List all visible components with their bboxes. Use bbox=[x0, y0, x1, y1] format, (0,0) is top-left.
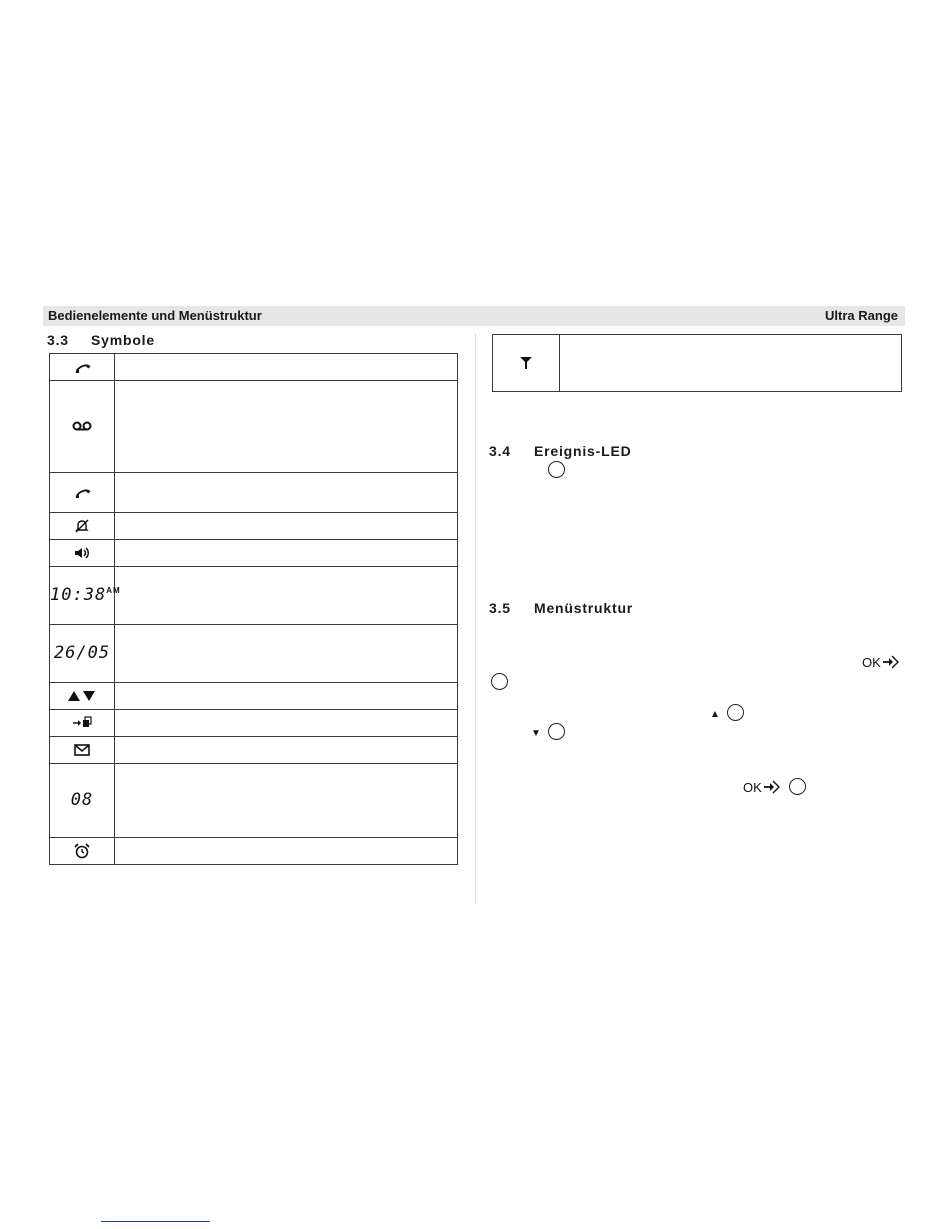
table-row bbox=[50, 838, 458, 865]
table-row bbox=[493, 335, 902, 392]
footer-link-underline[interactable] bbox=[101, 1221, 210, 1222]
section-menu-number: 3.5 bbox=[489, 600, 511, 616]
table-row bbox=[50, 625, 458, 683]
symbol-description bbox=[115, 737, 458, 764]
section-symbols-title: Symbole bbox=[91, 332, 155, 348]
symbols-table-continued bbox=[492, 334, 902, 392]
ringer-off-icon bbox=[74, 519, 90, 533]
ok-key-label: OK bbox=[743, 779, 762, 795]
event-led-key-icon bbox=[548, 461, 565, 478]
symbol-description bbox=[115, 683, 458, 710]
handset-icon bbox=[73, 486, 91, 498]
ok-key-circle-icon bbox=[491, 673, 508, 690]
page-header bbox=[43, 306, 905, 326]
ok-menu-key-icon bbox=[862, 654, 900, 670]
voicemail-icon bbox=[72, 421, 92, 431]
section-symbols-number: 3.3 bbox=[47, 332, 69, 348]
section-menu-title: Menüstruktur bbox=[534, 600, 634, 616]
table-row bbox=[50, 513, 458, 540]
ok-key-label: OK bbox=[862, 654, 881, 670]
down-key-circle-icon bbox=[548, 723, 565, 740]
table-row bbox=[50, 473, 458, 513]
symbol-description bbox=[115, 540, 458, 567]
am-indicator: AM bbox=[106, 585, 121, 595]
symbol-description bbox=[115, 625, 458, 683]
section-event-led-number: 3.4 bbox=[489, 443, 511, 459]
table-row bbox=[50, 737, 458, 764]
symbol-description bbox=[115, 381, 458, 473]
symbol-description bbox=[115, 710, 458, 737]
header-chapter-title: Bedienelemente und Menüstruktur bbox=[48, 308, 262, 323]
symbol-description bbox=[115, 838, 458, 865]
down-arrow-icon: ▼ bbox=[531, 728, 541, 739]
table-row bbox=[50, 567, 458, 625]
header-product-name: Ultra Range bbox=[825, 308, 898, 323]
antenna-icon bbox=[519, 356, 533, 370]
table-row bbox=[50, 540, 458, 567]
ok-confirm-circle-icon bbox=[789, 778, 806, 795]
up-arrow-icon: ▲ bbox=[710, 709, 720, 720]
table-row bbox=[50, 381, 458, 473]
date-display: 26/05 bbox=[53, 642, 111, 663]
alarm-clock-icon bbox=[74, 843, 90, 859]
symbol-description bbox=[115, 567, 458, 625]
ok-confirm-key-icon bbox=[743, 779, 781, 795]
table-row bbox=[50, 354, 458, 381]
symbol-description bbox=[115, 473, 458, 513]
section-event-led-title: Ereignis-LED bbox=[534, 443, 632, 459]
symbol-description bbox=[560, 335, 902, 392]
enter-arrow-icon bbox=[882, 654, 900, 670]
enter-arrow-icon bbox=[763, 779, 781, 795]
clock-display: $10:38^{AM}$ bbox=[50, 584, 121, 605]
speaker-icon bbox=[73, 546, 91, 560]
symbol-description bbox=[115, 513, 458, 540]
symbols-table bbox=[49, 353, 458, 865]
counter-display: 08 bbox=[70, 789, 94, 810]
up-key-circle-icon bbox=[727, 704, 744, 721]
symbol-description bbox=[115, 764, 458, 838]
up-down-arrows-icon bbox=[67, 690, 97, 702]
table-row bbox=[50, 683, 458, 710]
call-forward-icon bbox=[72, 716, 92, 729]
table-row bbox=[50, 710, 458, 737]
table-row bbox=[50, 764, 458, 838]
envelope-icon bbox=[74, 744, 90, 756]
symbol-description bbox=[115, 354, 458, 381]
handset-icon bbox=[73, 361, 91, 373]
column-divider bbox=[475, 334, 476, 904]
